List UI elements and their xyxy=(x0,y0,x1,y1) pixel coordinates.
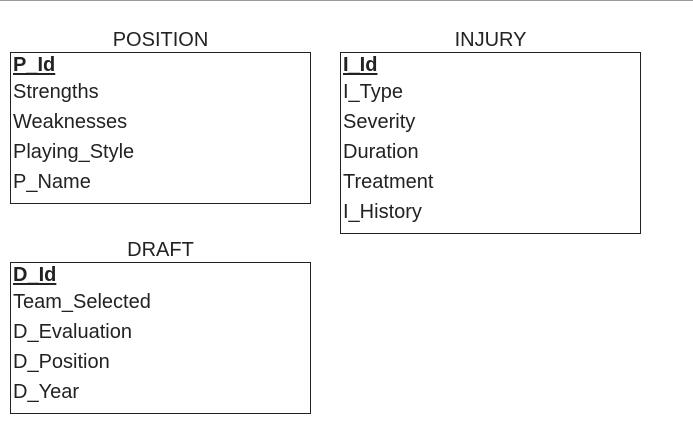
attribute: D_Year xyxy=(13,381,79,403)
attribute: Strengths xyxy=(13,81,99,103)
attribute: Playing_Style xyxy=(13,141,135,163)
attribute: Weaknesses xyxy=(13,111,128,133)
attribute: I_History xyxy=(343,201,422,223)
entity-injury[interactable] xyxy=(340,28,641,234)
attribute: Treatment xyxy=(343,171,434,193)
primary-key-attribute: P_Id xyxy=(13,54,56,76)
attribute: P_Name xyxy=(13,171,91,193)
attribute: Duration xyxy=(343,141,419,163)
entity-title: DRAFT xyxy=(127,239,194,261)
attribute: D_Position xyxy=(13,351,110,373)
entity-title: POSITION xyxy=(112,29,209,51)
entity-draft[interactable] xyxy=(10,238,311,414)
entity-attribute-box[interactable] xyxy=(10,52,311,204)
entity-attribute-box[interactable] xyxy=(10,262,311,414)
entity-title: INJURY xyxy=(454,29,527,51)
primary-key-attribute: I_Id xyxy=(343,54,378,76)
entity-position[interactable] xyxy=(10,28,311,204)
attribute: I_Type xyxy=(343,81,404,103)
attribute: Severity xyxy=(343,111,416,133)
attribute: Team_Selected xyxy=(13,291,151,313)
primary-key-attribute: D_Id xyxy=(13,264,57,286)
attribute: D_Evaluation xyxy=(13,321,132,343)
entity-attribute-box[interactable] xyxy=(340,52,641,234)
top-divider xyxy=(0,0,693,1)
